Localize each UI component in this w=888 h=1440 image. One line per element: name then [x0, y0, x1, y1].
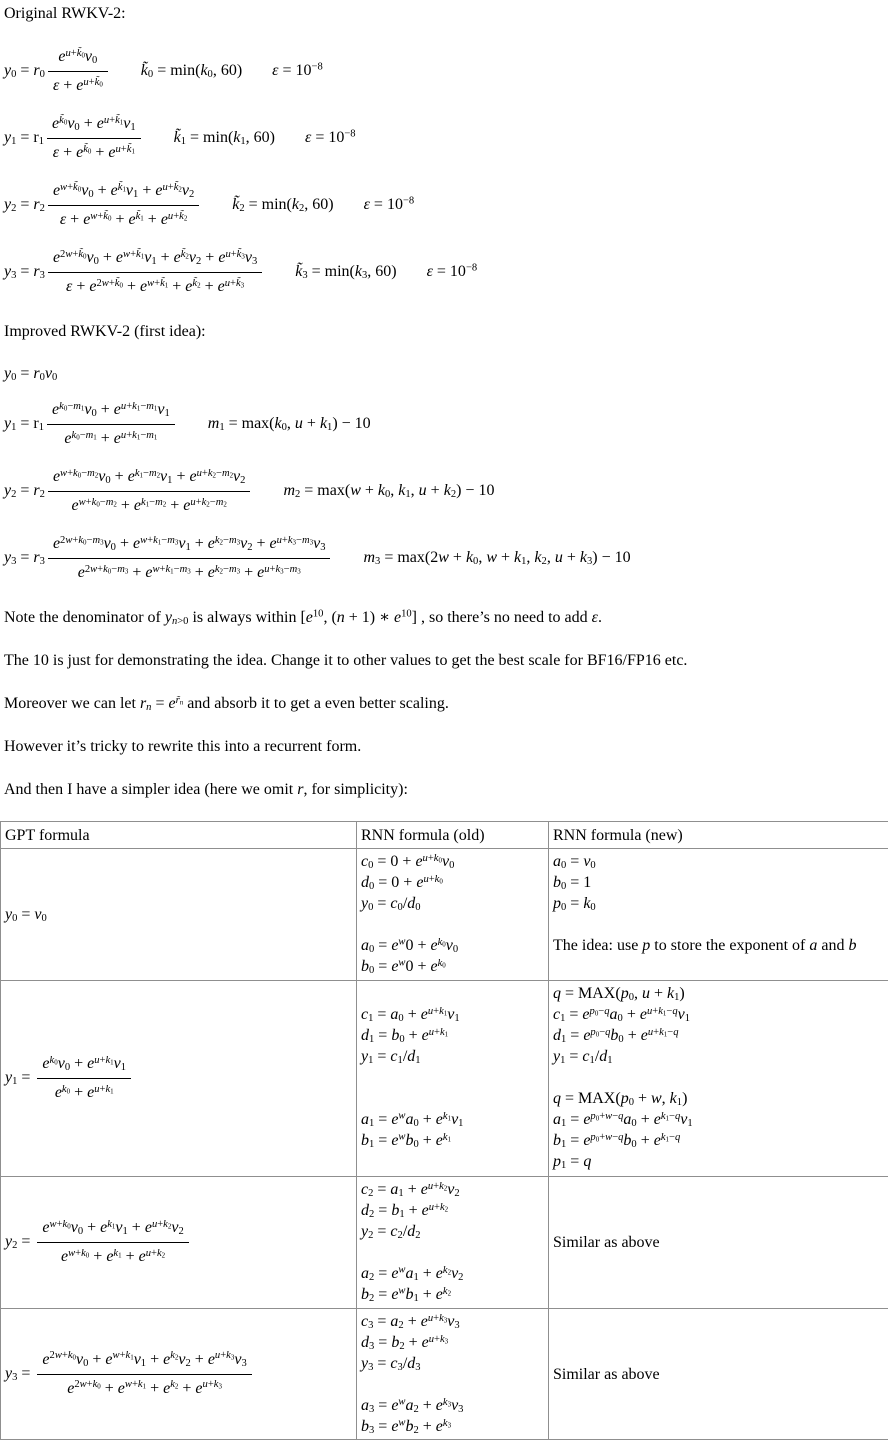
formula-table: [0, 821, 888, 1440]
cell-old-row3: [357, 1309, 549, 1440]
formula-line: $c_3 = a_2 + e^{u+k_3}v_3$: [361, 1311, 544, 1332]
formula-line: $y_0 = c_0/d_0$: [361, 893, 544, 914]
table-row: [1, 849, 888, 981]
equation: $y_3 = r_3$ $\frac{e^{2w+k_0-m_3}v_0 + e^{w+k_1-m_3}v_1 + e^{k_2-m_3}v_2 + e^{u+k_3-m_3}v_3}{e^{2w+k_0-m_3} + e^{w+k_1-m_3} + e^{k_2-m_3} + e^{u+k_3-m_3}}$ $m_3 = \max(2w + k_0$, $w + k_1$, $k_2$, $u + k_3) - 10$: [0, 532, 888, 585]
formula-line: $p_0 = k_0$: [553, 893, 888, 914]
fraction: $\frac{e^{u+k̃_0}v_0}{\varepsilon + e^{u+k̃_0}}$: [48, 45, 108, 98]
fraction: $\frac{e^{w+k̃_0}v_0 + e^{k̃_1}v_1 + e^{u+k̃_2}v_2}{\varepsilon + e^{w+k̃_0} + e^{k̃_1} + e^{u+k̃_2}}$: [48, 179, 199, 232]
formula-line: The idea: use p to store the exponent of a and b: [553, 935, 888, 956]
formula-line: $a_1 = e^{p_0+w-q}a_0 + e^{k_1-q}v_1$: [553, 1109, 888, 1130]
equation: $y_0 = r_0v_0$: [0, 363, 888, 384]
formula-line: Similar as above: [553, 1232, 888, 1253]
equation: $y_3 = r_3$ $\frac{e^{2w+k̃_0}v_0 + e^{w+k̃_1}v_1 + e^{k̃_2}v_2 + e^{u+k̃_3}v_3}{\varepsilon + e^{2w+k̃_0} + e^{w+k̃_1} + e^{k̃_2} + e^{u+k̃_3}}$ $k̃_3 = \min(k_3$, 60) $\varepsilon = 10^{-8}$: [0, 246, 888, 299]
table-header-col-1: RNN formula (old): [357, 822, 549, 849]
paragraph: And then I have a simpler idea (here we omit r, for simplicity):: [0, 779, 888, 800]
formula-line: $p_1 = q$: [553, 1151, 888, 1172]
paragraph: Moreover we can let $r_n = e^{r̃_n}$ and absorb it to get a even better scaling.: [0, 693, 888, 714]
equation: $y_2 = r_2$ $\frac{e^{w+k̃_0}v_0 + e^{k̃_1}v_1 + e^{u+k̃_2}v_2}{\varepsilon + e^{w+k̃_0} + e^{k̃_1} + e^{u+k̃_2}}$ $k̃_2 = \min(k_2$, 60) $\varepsilon = 10^{-8}$: [0, 179, 888, 232]
cell-new-row1: [549, 981, 888, 1177]
formula-line: [361, 1088, 544, 1109]
fraction: $\frac{e^{k̃_0}v_0 + e^{u+k̃_1}v_1}{\varepsilon + e^{k̃_0} + e^{u+k̃_1}}$: [47, 112, 141, 165]
formula-line: $y_0 = v_0$: [5, 904, 352, 925]
table-body: [1, 849, 888, 1440]
fraction: $\frac{e^{2w+k_0}v_0 + e^{w+k_1}v_1 + e^{k_2}v_2 + e^{u+k_3}v_3}{e^{2w+k_0} + e^{w+k_1} + e^{k_2} + e^{u+k_3}}$: [37, 1348, 251, 1401]
equation: $y_1 = r_1$ $\frac{e^{k_0-m_1}v_0 + e^{u+k_1-m_1}v_1}{e^{k_0-m_1} + e^{u+k_1-m_1}}$ $m_1 = \max(k_0$, $u + k_1) - 10$: [0, 398, 888, 451]
fraction: $\frac{e^{2w+k̃_0}v_0 + e^{w+k̃_1}v_1 + e^{k̃_2}v_2 + e^{u+k̃_3}v_3}{\varepsilon + e^{2w+k̃_0} + e^{w+k̃_1} + e^{k̃_2} + e^{u+k̃_3}}$: [48, 246, 262, 299]
formula-line: $a_2 = e^wa_1 + e^{k_2}v_2$: [361, 1263, 544, 1284]
formula-line: $b_3 = e^wb_2 + e^{k_3}$: [361, 1416, 544, 1437]
document-blocks: [0, 3, 888, 800]
formula-line: $d_0 = 0 + e^{u+k_0}$: [361, 872, 544, 893]
fraction: $\frac{e^{2w+k_0-m_3}v_0 + e^{w+k_1-m_3}v_1 + e^{k_2-m_3}v_2 + e^{u+k_3-m_3}v_3}{e^{2w+k_0-m_3} + e^{w+k_1-m_3} + e^{k_2-m_3} + e^{u+k_3-m_3}}$: [48, 532, 331, 585]
formula-line: $y_1$ = $\frac{e^{k_0}v_0 + e^{u+k_1}v_1}{e^{k_0} + e^{u+k_1}}$: [5, 1052, 352, 1105]
equation: $y_0 = r_0$ $\frac{e^{u+k̃_0}v_0}{\varepsilon + e^{u+k̃_0}}$ $k̃_0 = \min(k_0$, 60) $\varepsilon = 10^{-8}$: [0, 45, 888, 98]
formula-line: [361, 1067, 544, 1088]
formula-line: [361, 1242, 544, 1263]
table-row: [1, 1177, 888, 1309]
cell-new-row0: [549, 849, 888, 981]
cell-new-row2: [549, 1177, 888, 1309]
formula-line: $b_0 = e^w0 + e^{k_0}$: [361, 956, 544, 977]
formula-line: $q = MAX(p_0 + w$, $k_1$): [553, 1088, 888, 1109]
fraction: $\frac{e^{w+k_0}v_0 + e^{k_1}v_1 + e^{u+k_2}v_2}{e^{w+k_0} + e^{k_1} + e^{u+k_2}}$: [37, 1216, 188, 1269]
formula-line: $c_2 = a_1 + e^{u+k_2}v_2$: [361, 1179, 544, 1200]
equation: $y_1 = r_1$ $\frac{e^{k̃_0}v_0 + e^{u+k̃_1}v_1}{\varepsilon + e^{k̃_0} + e^{u+k̃_1}}$ $k̃_1 = \min(k_1$, 60) $\varepsilon = 10^{-8}$: [0, 112, 888, 165]
paragraph: However it’s tricky to rewrite this into a recurrent form.: [0, 736, 888, 757]
paragraph: The 10 is just for demonstrating the idea. Change it to other values to get the best scale for BF16/FP16 etc.: [0, 650, 888, 671]
equation: $y_2 = r_2$ $\frac{e^{w+k_0-m_2}v_0 + e^{k_1-m_2}v_1 + e^{u+k_2-m_2}v_2}{e^{w+k_0-m_2} + e^{k_1-m_2} + e^{u+k_2-m_2}}$ $m_2 = \max(w + k_0$, $k_1$, $u + k_2) - 10$: [0, 465, 888, 518]
fraction: $\frac{e^{k_0-m_1}v_0 + e^{u+k_1-m_1}v_1}{e^{k_0-m_1} + e^{u+k_1-m_1}}$: [47, 398, 175, 451]
formula-line: $y_3$ = $\frac{e^{2w+k_0}v_0 + e^{w+k_1}v_1 + e^{k_2}v_2 + e^{u+k_3}v_3}{e^{2w+k_0} + e^{w+k_1} + e^{k_2} + e^{u+k_3}}$: [5, 1348, 352, 1401]
table-row: [1, 1309, 888, 1440]
formula-line: $d_1 = b_0 + e^{u+k_1}$: [361, 1025, 544, 1046]
formula-line: $a_0 = v_0$: [553, 851, 888, 872]
formula-line: [553, 1067, 888, 1088]
cell-old-row1: [357, 981, 549, 1177]
formula-line: $q = MAX(p_0$, $u + k_1$): [553, 983, 888, 1004]
paragraph: Original RWKV-2:: [0, 3, 888, 24]
formula-line: [361, 914, 544, 935]
formula-line: $b_2 = e^wb_1 + e^{k_2}$: [361, 1284, 544, 1305]
formula-line: $d_1 = e^{p_0-q}b_0 + e^{u+k_1-q}$: [553, 1025, 888, 1046]
cell-gpt-row0: [1, 849, 357, 981]
formula-line: $d_3 = b_2 + e^{u+k_3}$: [361, 1332, 544, 1353]
table-header-row: [1, 822, 888, 849]
cell-old-row0: [357, 849, 549, 981]
formula-line: [553, 914, 888, 935]
formula-line: Similar as above: [553, 1364, 888, 1385]
formula-line: $b_1 = e^{p_0+w-q}b_0 + e^{k_1-q}$: [553, 1130, 888, 1151]
table-row: [1, 981, 888, 1177]
formula-line: $a_1 = e^wa_0 + e^{k_1}v_1$: [361, 1109, 544, 1130]
formula-line: [361, 983, 544, 1004]
cell-gpt-row2: [1, 1177, 357, 1309]
paragraph: Improved RWKV-2 (first idea):: [0, 321, 888, 342]
table-header-col-0: GPT formula: [1, 822, 357, 849]
cell-gpt-row3: [1, 1309, 357, 1440]
paragraph: Note the denominator of $y_{n>0}$ is always within [$e^{10}$, (n + 1) ∗ $e^{10}$] , so there’s no need to add ε.: [0, 607, 888, 628]
formula-line: $y_2 = c_2/d_2$: [361, 1221, 544, 1242]
cell-old-row2: [357, 1177, 549, 1309]
formula-line: $y_3 = c_3/d_3$: [361, 1353, 544, 1374]
fraction: $\frac{e^{k_0}v_0 + e^{u+k_1}v_1}{e^{k_0} + e^{u+k_1}}$: [37, 1052, 131, 1105]
formula-line: $b_0 = 1$: [553, 872, 888, 893]
formula-line: $y_2$ = $\frac{e^{w+k_0}v_0 + e^{k_1}v_1 + e^{u+k_2}v_2}{e^{w+k_0} + e^{k_1} + e^{u+k_2}}$: [5, 1216, 352, 1269]
formula-line: $b_1 = e^wb_0 + e^{k_1}$: [361, 1130, 544, 1151]
formula-line: $c_0 = 0 + e^{u+k_0}v_0$: [361, 851, 544, 872]
table-header-col-2: RNN formula (new): [549, 822, 888, 849]
formula-line: $a_0 = e^w0 + e^{k_0}v_0$: [361, 935, 544, 956]
cell-new-row3: [549, 1309, 888, 1440]
formula-line: $d_2 = b_1 + e^{u+k_2}$: [361, 1200, 544, 1221]
cell-gpt-row1: [1, 981, 357, 1177]
formula-line: $c_1 = a_0 + e^{u+k_1}v_1$: [361, 1004, 544, 1025]
formula-line: $y_1 = c_1/d_1$: [553, 1046, 888, 1067]
formula-line: $y_1 = c_1/d_1$: [361, 1046, 544, 1067]
formula-line: [361, 1374, 544, 1395]
formula-line: $a_3 = e^wa_2 + e^{k_3}v_3$: [361, 1395, 544, 1416]
formula-line: $c_1 = e^{p_0-q}a_0 + e^{u+k_1-q}v_1$: [553, 1004, 888, 1025]
fraction: $\frac{e^{w+k_0-m_2}v_0 + e^{k_1-m_2}v_1 + e^{u+k_2-m_2}v_2}{e^{w+k_0-m_2} + e^{k_1-m_2} + e^{u+k_2-m_2}}$: [48, 465, 251, 518]
